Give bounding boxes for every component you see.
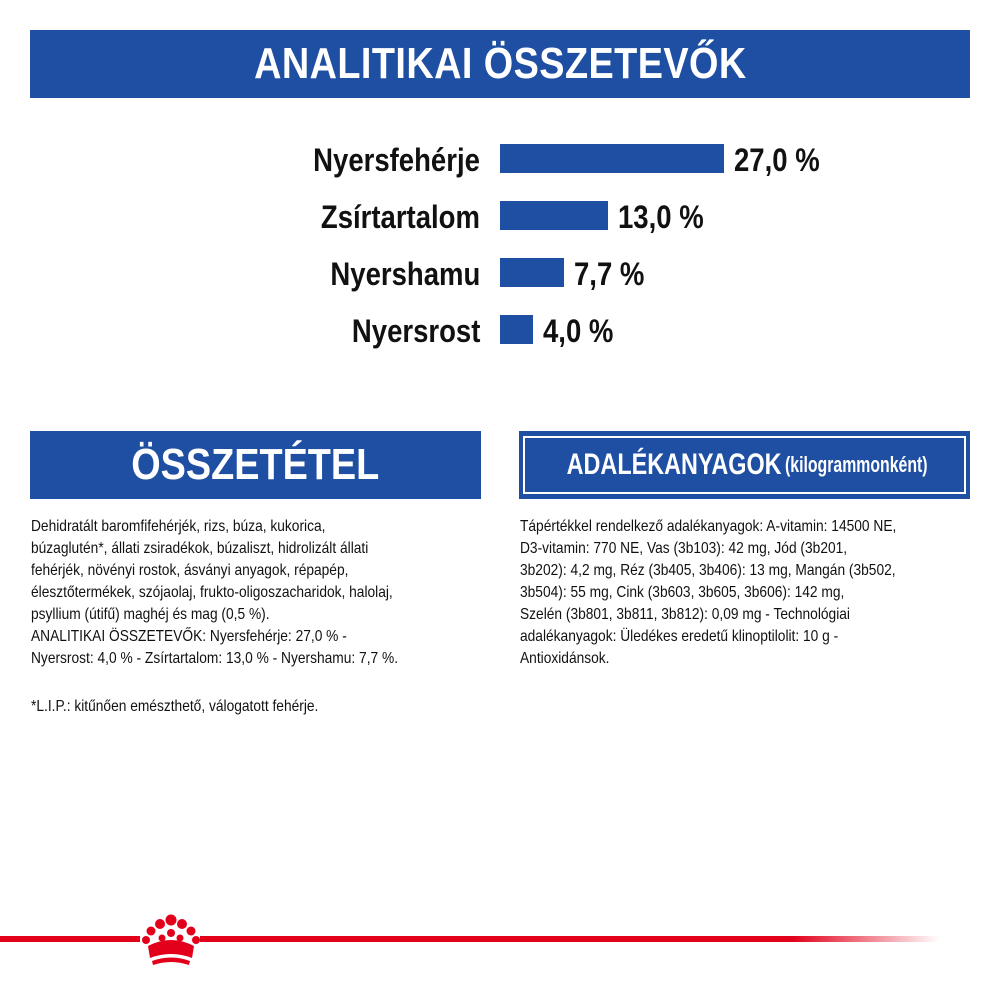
text-line: ANALITIKAI ÖSSZETEVŐK: Nyersfehérje: 27,0 % - <box>31 628 347 645</box>
bar-label: Nyersrost <box>351 313 480 349</box>
text-line: 3b202): 4,2 mg, Réz (3b405, 3b406): 13 mg, Mangán (3b502, <box>520 562 896 579</box>
text-line: Szelén (3b801, 3b811, 3b812): 0,09 mg - Technológiai <box>520 606 850 623</box>
text-line: D3-vitamin: 770 NE, Vas (3b103): 42 mg, Jód (3b201, <box>520 540 848 557</box>
bar <box>500 258 564 287</box>
composition-text <box>31 516 486 670</box>
additives-title-frame <box>523 436 966 494</box>
bar-row <box>0 254 1000 294</box>
bar-label: Nyershamu <box>330 256 480 292</box>
bar-value-label: 27,0 % <box>734 142 820 178</box>
analytical-header <box>30 30 970 98</box>
bar <box>500 315 533 344</box>
additives-subtitle: (kilogrammonként) <box>785 452 928 477</box>
bar-row <box>0 197 1000 237</box>
additives-title: ADALÉKANYAGOK <box>566 448 782 481</box>
brand-line-right <box>200 936 940 942</box>
text-line: Dehidratált baromfifehérjék, rizs, búza, kukorica, <box>31 518 326 535</box>
text-line: élesztőtermékek, szójaolaj, frukto-oligoszacharidok, halolaj, <box>31 584 393 601</box>
bar-label: Nyersfehérje <box>313 142 480 178</box>
bar-value-label: 7,7 % <box>574 256 645 292</box>
bar-row <box>0 140 1000 180</box>
analytical-bar-chart <box>0 130 1000 360</box>
bar-row <box>0 311 1000 351</box>
composition-title: ÖSSZETÉTEL <box>131 440 380 489</box>
bar-label: Zsírtartalom <box>320 199 480 235</box>
additives-header <box>519 431 970 499</box>
composition-footnote: *L.I.P.: kitűnően emészthető, válogatott fehérje. <box>31 698 319 715</box>
text-line: fehérjék, növényi rostok, ásványi anyagok, répapép, <box>31 562 349 579</box>
analytical-title: ANALITIKAI ÖSSZETEVŐK <box>253 39 747 88</box>
text-line: Antioxidánsok. <box>520 650 610 667</box>
text-line: Tápértékkel rendelkező adalékanyagok: A-vitamin: 14500 NE, <box>520 518 897 535</box>
text-line: búzaglutén*, állati zsiradékok, búzaliszt, hidrolizált állati <box>31 540 369 557</box>
text-line: Nyersrost: 4,0 % - Zsírtartalom: 13,0 % - Nyershamu: 7,7 %. <box>31 650 399 667</box>
brand-line-left <box>0 936 140 942</box>
text-line: adalékanyagok: Üledékes eredetű klinoptilolit: 10 g - <box>520 628 839 645</box>
bar-value-label: 13,0 % <box>618 199 704 235</box>
crown-icon <box>140 912 202 968</box>
composition-header <box>30 431 481 499</box>
bar-value-label: 4,0 % <box>543 313 614 349</box>
additives-text <box>520 516 980 670</box>
text-line: psyllium (útifű) maghéj és mag (0,5 %). <box>31 606 270 623</box>
bar <box>500 201 608 230</box>
text-line: 3b504): 55 mg, Cink (3b603, 3b605, 3b606): 142 mg, <box>520 584 845 601</box>
bar <box>500 144 724 173</box>
